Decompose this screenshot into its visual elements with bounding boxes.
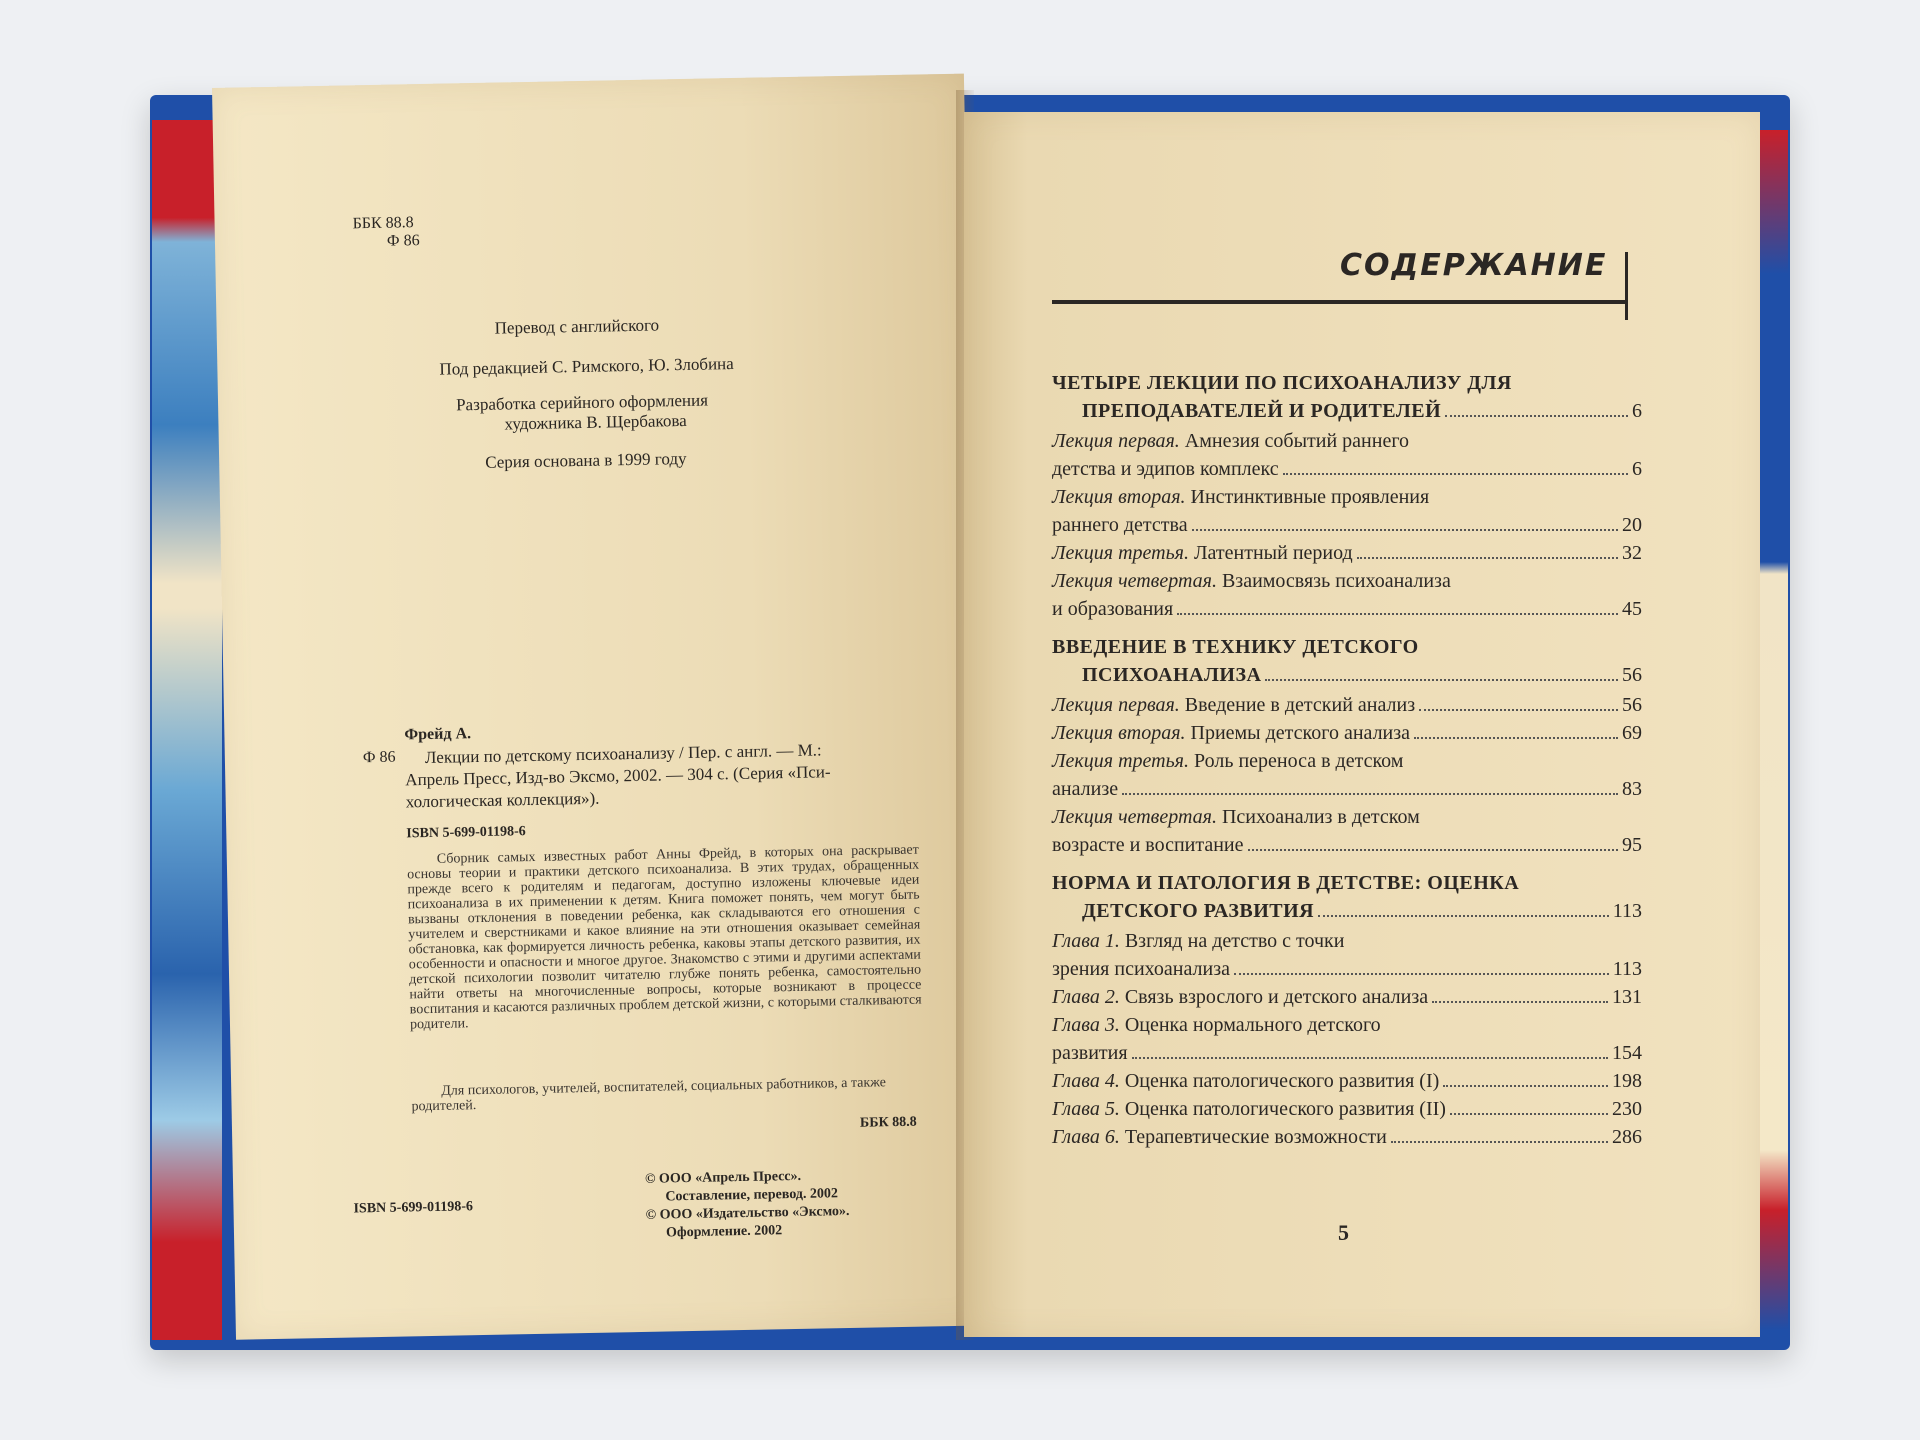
toc-entry-text: Терапевтические возможности [1119, 1126, 1387, 1148]
toc-section-row [1082, 900, 1642, 923]
toc-entry-text-cont: развития [1052, 1042, 1128, 1064]
design-line-1: Разработка серийного оформления [455, 390, 709, 415]
translation-note: Перевод с английского [494, 315, 660, 338]
toc-entry-label: Лекция четвертая. [1052, 806, 1217, 828]
toc-entry-row [1052, 958, 1642, 981]
toc-entry-text-cont: возрасте и воспитание [1052, 834, 1244, 856]
toc-entry-row [1052, 1126, 1642, 1149]
toc-entry-row [1052, 986, 1642, 1009]
toc-entry [1052, 570, 1642, 593]
toc-entry-text: Взаимосвязь психоанализа [1216, 570, 1451, 592]
annotation-text: Сборник самых известных работ Анны Фрейд, в которых она раскрывает основы теории и практики детского психоанализа. В этих трудах, обращенных прежде всего к родителям и педагогам, доступно изложены ключевые идеи психоанализа в их применении к детям. Книга поможет понять, чем могут быть вызваны отклонения в поведении ребенка, как складываются его отношения с учителем и сверстниками и какое влияние на эти отношения оказывает семейная обстановка, как формируется личность ребенка, каковы этапы детского развития, их особенности и опасности и многое другое. Знакомство с этими и другими аспектами детской психологии позволит читателю глубже понять ребенка, самостоятельно найти ответы на многочисленные вопросы, которые возникают в процессе воспитания и касаются различных проблем детской жизни, с которыми сталкиваются родители. [406, 842, 922, 1033]
toc-entry-text: Оценка нормального детского [1119, 1014, 1381, 1036]
toc-leader-dots [1414, 737, 1618, 739]
toc-page-ref: 113 [1612, 900, 1642, 922]
toc-entry-text: Латентный период [1188, 542, 1353, 564]
toc-entry-row [1052, 1042, 1642, 1065]
toc-entry [1052, 486, 1642, 509]
toc-page-ref: 20 [1622, 514, 1642, 536]
toc-entry-text: Введение в детский анализ [1179, 694, 1416, 716]
toc-leader-dots [1318, 915, 1609, 917]
toc-entry-text-cont: детства и эдипов комплекс [1052, 458, 1279, 480]
toc-entry-row [1052, 722, 1642, 745]
copyright-line-2: Составление, перевод. 2002 [665, 1186, 839, 1205]
biblio-line-3: хологическая коллекция»). [405, 788, 600, 812]
toc-entry-label: Лекция первая. [1052, 694, 1180, 716]
toc-page-ref: 6 [1632, 458, 1642, 480]
author-mark-side: Ф 86 [362, 748, 396, 767]
author-name: Фрейд А. [404, 725, 472, 744]
toc-entry-text: Оценка патологического развития (I) [1119, 1070, 1440, 1092]
bbk-bottom: ББК 88.8 [859, 1114, 917, 1131]
toc-leader-dots [1248, 849, 1618, 851]
copyright-line-4: Оформление. 2002 [665, 1223, 783, 1241]
toc-entry-label: Глава 4. [1052, 1070, 1120, 1092]
biblio-line-1: Лекции по детскому психоанализу / Пер. с англ. — М.: [424, 740, 822, 768]
toc-entry [1052, 1014, 1642, 1037]
toc-section-title-cont: ПСИХОАНАЛИЗА [1082, 664, 1262, 686]
toc-entry-text: Роль переноса в детском [1188, 750, 1404, 772]
toc-leader-dots [1132, 1057, 1608, 1059]
toc-entry-row [1052, 458, 1642, 481]
toc-page-ref: 154 [1612, 1042, 1642, 1064]
toc-entry-text: Психоанализ в детском [1216, 806, 1420, 828]
toc-page-ref: 56 [1622, 694, 1642, 716]
toc-section-row [1082, 664, 1642, 687]
toc-section-title: ВВЕДЕНИЕ В ТЕХНИКУ ДЕТСКОГО [1052, 636, 1419, 658]
toc-entry-text-cont: и образования [1052, 598, 1174, 620]
toc-entry-label: Лекция четвертая. [1052, 570, 1217, 592]
biblio-line-2: Апрель Пресс, Изд-во Эксмо, 2002. — 304 с. (Серия «Пси- [405, 762, 831, 790]
toc-entry-label: Глава 1. [1052, 930, 1120, 952]
toc-entry-row [1052, 1098, 1642, 1121]
toc-entry-row [1052, 1070, 1642, 1093]
toc-page-ref: 230 [1612, 1098, 1642, 1120]
toc-entry-text-cont: анализе [1052, 778, 1119, 800]
toc-leader-dots [1283, 473, 1628, 475]
copyright-line-3: © ООО «Издательство «Эксмо». [645, 1203, 850, 1223]
toc-entry-label: Лекция первая. [1052, 430, 1180, 452]
toc-entry-row [1052, 598, 1642, 621]
toc-title: СОДЕРЖАНИЕ [1340, 248, 1608, 283]
toc-leader-dots [1265, 679, 1618, 681]
toc-leader-dots [1122, 793, 1618, 795]
toc-entry-label: Глава 2. [1052, 986, 1120, 1008]
toc-page-ref: 6 [1632, 400, 1642, 422]
toc-entry-row [1052, 834, 1642, 857]
toc-entry-label: Глава 3. [1052, 1014, 1120, 1036]
toc-entry-label: Лекция вторая. [1052, 486, 1186, 508]
toc-page-ref: 95 [1622, 834, 1642, 856]
toc-entry [1052, 930, 1642, 953]
toc-section-title: НОРМА И ПАТОЛОГИЯ В ДЕТСТВЕ: ОЦЕНКА [1052, 872, 1520, 894]
toc-entry-row [1052, 514, 1642, 537]
toc-leader-dots [1450, 1113, 1608, 1115]
toc-section-title-cont: ДЕТСКОГО РАЗВИТИЯ [1082, 900, 1315, 922]
toc-entry-label: Лекция третья. [1052, 750, 1189, 772]
toc-entry-label: Лекция третья. [1052, 542, 1189, 564]
toc-entry-text: Связь взрослого и детского анализа [1119, 986, 1429, 1008]
toc-leader-dots [1177, 613, 1618, 615]
toc-entry-row [1052, 778, 1642, 801]
toc-title-rule [1052, 300, 1628, 304]
audience-text: Для психологов, учителей, воспитателей, социальных работников, а также родителей. [411, 1075, 887, 1115]
toc-leader-dots [1432, 1001, 1608, 1003]
toc-leader-dots [1234, 973, 1609, 975]
toc-section-title: ЧЕТЫРЕ ЛЕКЦИИ ПО ПСИХОАНАЛИЗУ ДЛЯ [1052, 372, 1512, 394]
toc-entry-text: Инстинктивные проявления [1185, 486, 1430, 508]
left-page [212, 74, 988, 1340]
toc-entry-row [1052, 694, 1642, 717]
toc-leader-dots [1445, 415, 1628, 417]
toc-leader-dots [1391, 1141, 1608, 1143]
design-line-2: художника В. Щербакова [504, 410, 687, 434]
toc-entry-text-cont: раннего детства [1052, 514, 1188, 536]
bbk-code: ББК 88.8 [352, 214, 414, 233]
toc-page-ref: 56 [1622, 664, 1642, 686]
series-founded: Серия основана в 1999 году [485, 448, 687, 472]
toc-page-ref: 113 [1612, 958, 1642, 980]
toc-entry-text: Оценка патологического развития (II) [1119, 1098, 1446, 1120]
toc-entry-text: Амнезия событий раннего [1179, 430, 1410, 452]
toc-page-ref: 32 [1622, 542, 1642, 564]
page-number: 5 [1338, 1220, 1349, 1245]
author-mark: Ф 86 [386, 232, 420, 250]
toc-entry-row [1052, 542, 1642, 565]
toc-entry-label: Глава 6. [1052, 1126, 1120, 1148]
toc-page-ref: 45 [1622, 598, 1642, 620]
editors-line: Под редакцией С. Римского, Ю. Злобина [439, 354, 734, 379]
isbn-bottom: ISBN 5-699-01198-6 [353, 1199, 474, 1217]
cover-edge-left [152, 120, 222, 1340]
toc-entry [1052, 430, 1642, 453]
toc-entry-label: Глава 5. [1052, 1098, 1120, 1120]
toc-entry-label: Лекция вторая. [1052, 722, 1186, 744]
isbn-top: ISBN 5-699-01198-6 [406, 824, 526, 842]
toc-page-ref: 131 [1612, 986, 1642, 1008]
toc-entry-text: Взгляд на детство с точки [1119, 930, 1345, 952]
toc-page-ref: 286 [1612, 1126, 1642, 1148]
toc-section-row [1082, 400, 1642, 423]
toc-entry-text: Приемы детского анализа [1185, 722, 1411, 744]
toc-entry [1052, 750, 1642, 773]
toc-page-ref: 198 [1612, 1070, 1642, 1092]
toc-section-title-cont: ПРЕПОДАВАТЕЛЕЙ И РОДИТЕЛЕЙ [1082, 400, 1442, 422]
toc-entry-text-cont: зрения психоанализа [1052, 958, 1230, 980]
toc-entry [1052, 806, 1642, 829]
copyright-line-1: © ООО «Апрель Пресс». [644, 1168, 802, 1187]
toc-leader-dots [1192, 529, 1618, 531]
toc-page-ref: 83 [1622, 778, 1642, 800]
toc-leader-dots [1443, 1085, 1608, 1087]
toc-title-vrule [1625, 252, 1628, 320]
toc-leader-dots [1419, 709, 1618, 711]
toc-leader-dots [1357, 557, 1618, 559]
toc-page-ref: 69 [1622, 722, 1642, 744]
